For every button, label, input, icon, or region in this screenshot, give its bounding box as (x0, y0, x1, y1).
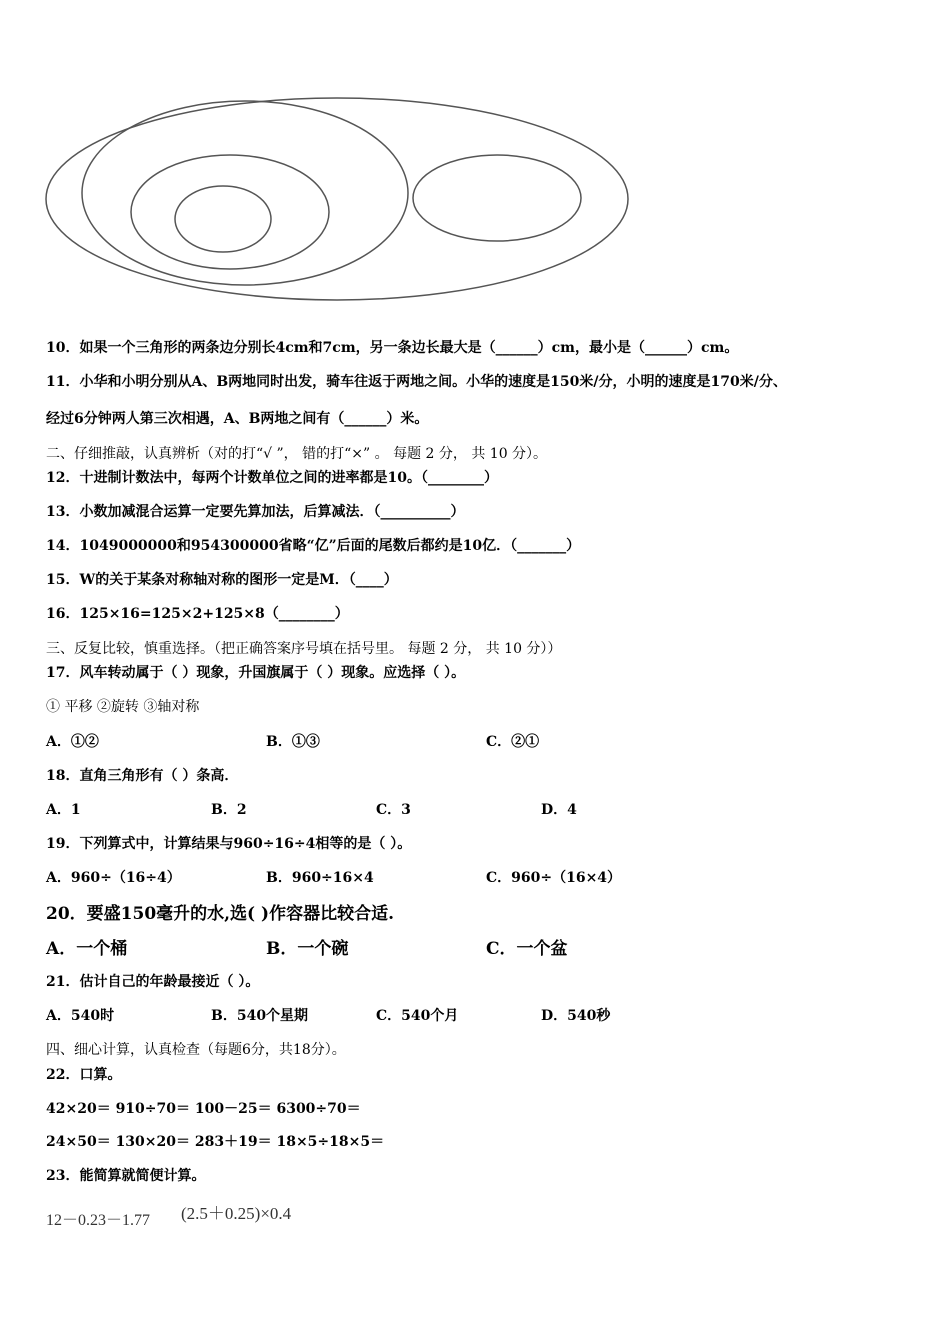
question-21: 21．估计自己的年龄最接近（ ）。 (46, 974, 260, 990)
q20-option-b: B．一个碗 (266, 939, 349, 959)
q18-option-b: B．2 (211, 802, 247, 818)
question-22-row2: 24×50＝ 130×20＝ 283＋19＝ 18×5÷18×5＝ (46, 1134, 385, 1150)
q23-expression-1: 12－0.23－1.77 (46, 1212, 151, 1229)
q21-option-c: C．540个月 (376, 1008, 459, 1024)
question-22-row1: 42×20＝ 910÷70＝ 100－25＝ 6300÷70＝ (46, 1101, 361, 1117)
question-17-items: ① 平移 ②旋转 ③轴对称 (46, 699, 200, 715)
q20-option-c: C．一个盆 (486, 939, 568, 959)
section-2-heading: 二、仔细推敲，认真辨析（对的打“√ ”， 错的打“×” 。 每题 2 分， 共 10 分）。 (46, 446, 548, 462)
section-3-heading: 三、反复比较，慎重选择。（把正确答案序号填在括号里。 每题 2 分， 共 10 分）） (46, 641, 562, 657)
question-22: 22．口算。 (46, 1067, 122, 1083)
second-ellipse (82, 101, 408, 285)
inner-ellipse (175, 186, 271, 252)
right-ellipse (413, 155, 581, 241)
nested-ellipses-figure (40, 95, 640, 310)
question-11-line2: 经过6分钟两人第三次相遇，A、B两地之间有（______）米。 (46, 411, 429, 427)
question-15: 15．W的关于某条对称轴对称的图形一定是M．（____） (46, 572, 398, 588)
question-16: 16．125×16=125×2+125×8（________） (46, 606, 349, 622)
question-11-line1: 11．小华和小明分别从A、B两地同时出发，骑车往返于两地之间。小华的速度是150米/分，小明的速度是170米/分、 (46, 374, 787, 390)
q17-option-b: B．①③ (266, 734, 320, 750)
question-18: 18．直角三角形有（ ）条高． (46, 768, 239, 784)
q19-option-b: B．960÷16×4 (266, 870, 374, 886)
q19-option-c: C．960÷（16×4） (486, 870, 622, 886)
question-10: 10．如果一个三角形的两条边分别长4cm和7cm，另一条边长最大是（______）cm，最小是（______）cm。 (46, 340, 739, 356)
q17-option-c: C．②① (486, 734, 540, 750)
q18-option-a: A．1 (46, 802, 81, 818)
q20-option-a: A．一个桶 (46, 939, 128, 959)
q19-option-a: A．960÷（16÷4） (46, 870, 181, 886)
question-20: 20．要盛150毫升的水,选( )作容器比较合适. (46, 904, 394, 924)
section-4-heading: 四、细心计算，认真检查（每题6分，共18分）。 (46, 1042, 346, 1058)
question-17: 17．风车转动属于（ ）现象，升国旗属于（ ）现象。应选择（ ）。 (46, 665, 466, 681)
q18-option-c: C．3 (376, 802, 411, 818)
q18-option-d: D．4 (541, 802, 577, 818)
question-19: 19．下列算式中，计算结果与960÷16÷4相等的是（ ）。 (46, 836, 412, 852)
q21-option-b: B．540个星期 (211, 1008, 309, 1024)
q21-option-d: D．540秒 (541, 1008, 611, 1024)
question-13: 13．小数加减混合运算一定要先算加法，后算减法．（__________） (46, 504, 465, 520)
q17-option-a: A．①② (46, 734, 99, 750)
q21-option-a: A．540时 (46, 1008, 115, 1024)
question-12: 12．十进制计数法中，每两个计数单位之间的进率都是10。（________） (46, 470, 498, 486)
q23-expression-2: (2.5＋0.25)×0.4 (181, 1204, 292, 1223)
question-14: 14．1049000000和954300000省略“亿”后面的尾数后都约是10亿．（_______） (46, 538, 581, 554)
question-23: 23．能简算就简便计算。 (46, 1168, 206, 1184)
